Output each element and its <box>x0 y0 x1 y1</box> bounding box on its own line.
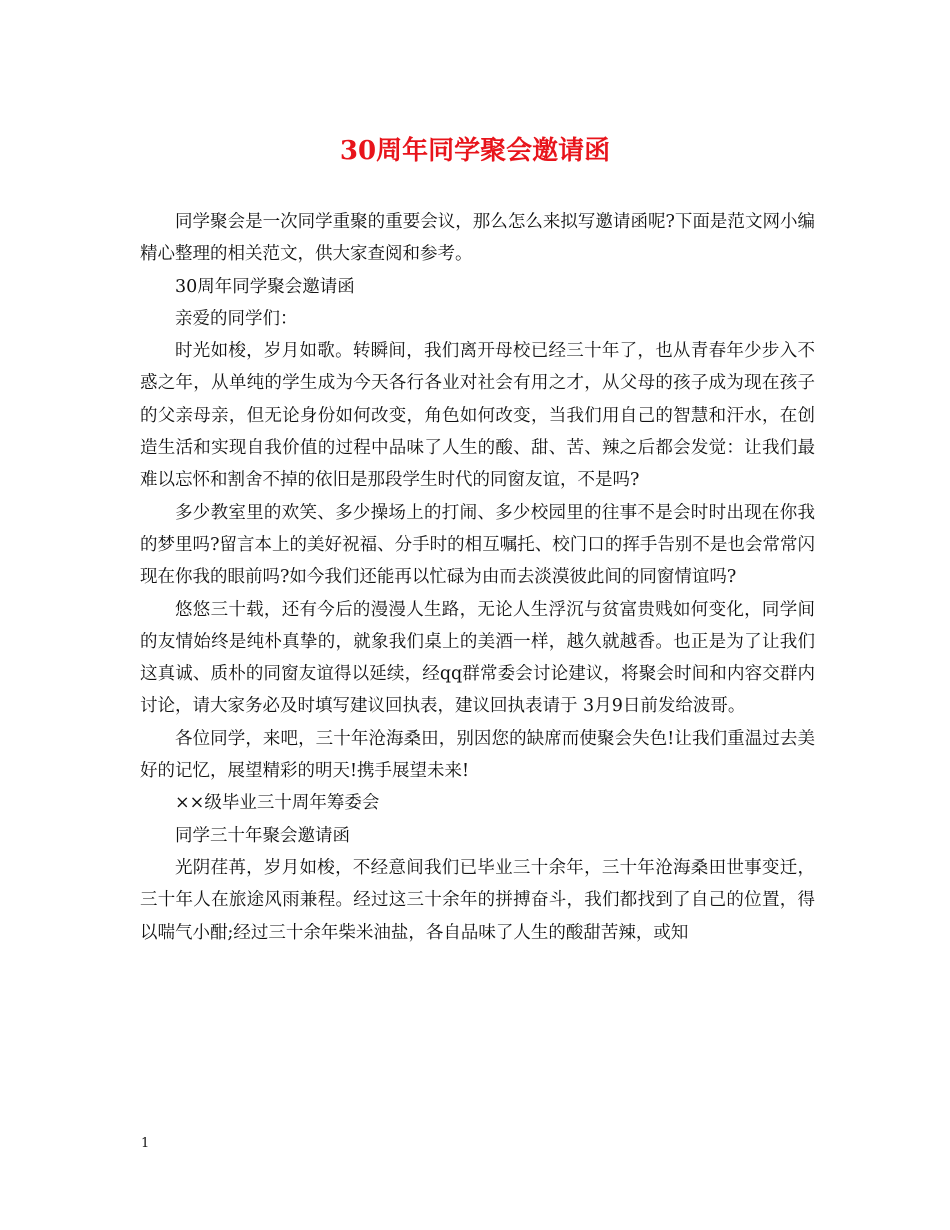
paragraph-signature: ××级毕业三十周年筹委会 <box>175 793 380 814</box>
document-title: 30周年同学聚会邀请函 <box>339 136 611 166</box>
paragraph-body: 各位同学，来吧，三十年沧海桑田，别因您的缺席而使聚会失色!让我们重温过去美好的记忆，展望精彩的明天!携手展望未来! <box>140 728 815 782</box>
paragraph-salutation: 亲爱的同学们： <box>175 308 298 329</box>
paragraph-intro: 同学聚会是一次同学重聚的重要会议，那么怎么来拟写邀请函呢?下面是范文网小编精心整理的相关范文，供大家查阅和参考。 <box>140 212 815 265</box>
paragraph-subtitle: 30周年同学聚会邀请函 <box>175 276 355 297</box>
paragraph-body: 光阴荏苒，岁月如梭，不经意间我们已毕业三十余年，三十年沧海桑田世事变迁，三十年人在旅途风雨兼程。经过这三十余年的拼搏奋斗，我们都找到了自己的位置，得以喘气小酣;经过三十余年柴米油盐，各自品味了人生的酸甜苦辣，或知 <box>140 857 815 943</box>
page-number: 1 <box>141 1136 150 1151</box>
document-body <box>140 206 815 949</box>
paragraph-body: 时光如梭，岁月如歌。转瞬间，我们离开母校已经三十年了，也从青春年少步入不惑之年，从单纯的学生成为今天各行各业对社会有用之才，从父母的孩子成为现在孩子的父亲母亲，但无论身份如何改变，角色如何改变，当我们用自己的智慧和汗水，在创造生活和实现自我价值的过程中品味了人生的酸、甜、苦、辣之后都会发觉：让我们最难以忘怀和割舍不掉的依旧是那段学生时代的同窗友谊，不是吗? <box>140 341 815 491</box>
paragraph-body: 悠悠三十载，还有今后的漫漫人生路，无论人生浮沉与贫富贵贱如何变化，同学间的友情始终是纯朴真挚的，就象我们桌上的美酒一样，越久就越香。也正是为了让我们这真诚、质朴的同窗友谊得以延续，经qq群常委会讨论建议，将聚会时间和内容交群内讨论，请大家务必及时填写建议回执表，建议回执表请于 3月9日前发给波哥。 <box>140 599 815 717</box>
paragraph-body: 多少教室里的欢笑、多少操场上的打闹、多少校园里的往事不是会时时出现在你我的梦里吗?留言本上的美好祝福、分手时的相互嘱托、校门口的挥手告别不是也会常常闪现在你我的眼前吗?如今我们还能再以忙碌为由而去淡漠彼此间的同窗情谊吗? <box>140 502 815 588</box>
paragraph-subtitle: 同学三十年聚会邀请函 <box>175 825 350 846</box>
